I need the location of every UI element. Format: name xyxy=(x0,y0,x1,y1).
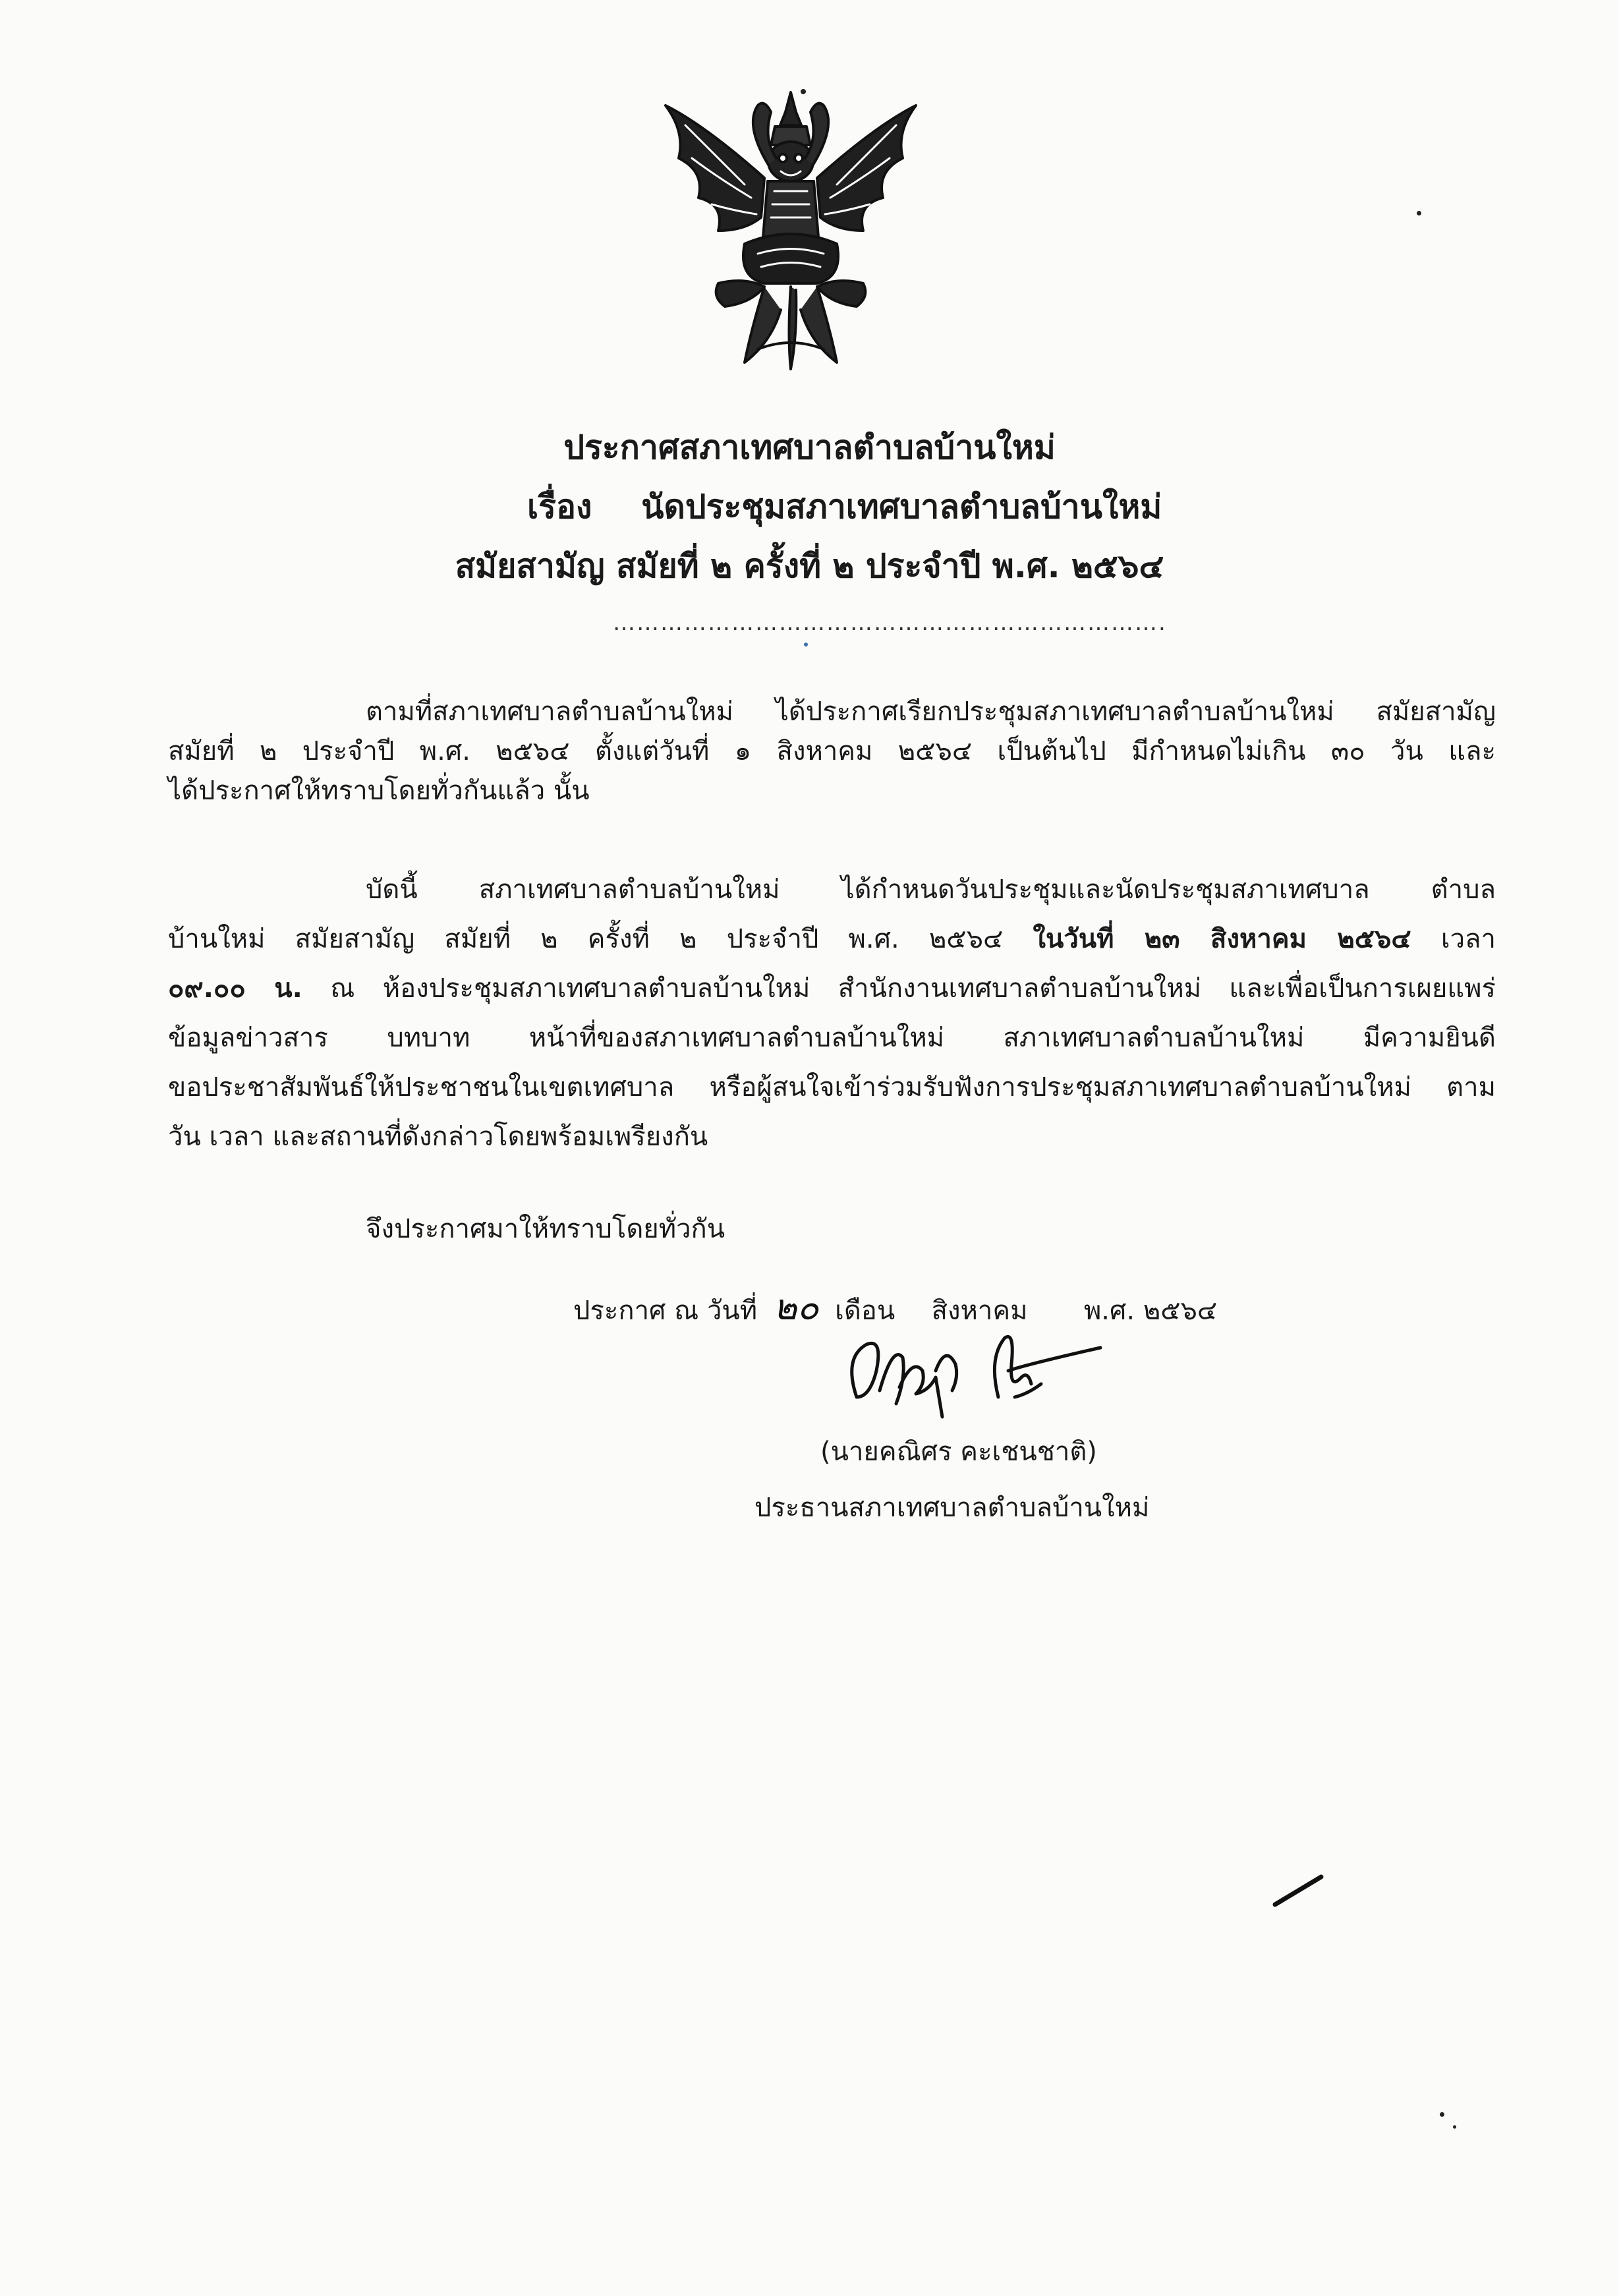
pen-mark xyxy=(1268,1872,1328,1911)
paragraph-2-line-6: วัน เวลา และสถานที่ดังกล่าวโดยพร้อมเพรียงกัน xyxy=(168,1122,708,1152)
scan-speck xyxy=(1417,211,1421,215)
subject-text: นัดประชุมสภาเทศบาลตำบลบ้านใหม่ xyxy=(641,488,1162,526)
issue-date-prefix: ประกาศ ณ วันที่ xyxy=(573,1296,758,1326)
scan-speck xyxy=(801,89,806,94)
issue-year: พ.ศ. ๒๕๖๔ xyxy=(1083,1296,1218,1326)
closing-line: จึงประกาศมาให้ทราบโดยทั่วกัน xyxy=(366,1214,725,1244)
paragraph-2-line-5: ขอประชาสัมพันธ์ให้ประชาชนในเขตเทศบาล หรือผู้สนใจเข้าร่วมรับฟังการประชุมสภาเทศบาลตำบลบ้านใหม่ ตาม xyxy=(168,1072,1496,1103)
scan-speck xyxy=(804,643,808,646)
issue-day-handwritten: ๒๐ xyxy=(773,1286,819,1328)
subject-line xyxy=(527,481,1162,533)
paragraph-2-line-4: ข้อมูลข่าวสาร บทบาท หน้าที่ของสภาเทศบาลตำบลบ้านใหม่ สภาเทศบาลตำบลบ้านใหม่ มีความยินดี xyxy=(168,1023,1496,1053)
session-line: สมัยสามัญ สมัยที่ ๒ ครั้งที่ ๒ ประจำปี พ.ศ. ๒๕๖๔ xyxy=(455,547,1164,585)
meeting-time: ๐๙.๐๐ น. xyxy=(168,973,302,1004)
subject-label: เรื่อง xyxy=(527,488,592,526)
meeting-date: ในวันที่ ๒๓ สิงหาคม ๒๕๖๔ xyxy=(1033,924,1411,954)
paragraph-2-line-1: บัดนี้ สภาเทศบาลตำบลบ้านใหม่ ได้กำหนดวันประชุมและนัดประชุมสภาเทศบาล ตำบล xyxy=(366,875,1496,905)
header-separator: ……………………………………………………………. xyxy=(613,610,1167,636)
scan-speck xyxy=(1453,2125,1456,2129)
signatory-position: ประธานสภาเทศบาลตำบลบ้านใหม่ xyxy=(754,1493,1150,1523)
handwritten-signature xyxy=(830,1318,1107,1430)
paragraph-1-line-3: ได้ประกาศให้ทราบโดยทั่วกันแล้ว นั้น xyxy=(168,776,590,806)
paragraph-1-line-2: สมัยที่ ๒ ประจำปี พ.ศ. ๒๕๖๔ ตั้งแต่วันที่ ๑ สิงหาคม ๒๕๖๔ เป็นต้นไป มีกำหนดไม่เกิน ๓๐ วัน และ xyxy=(168,736,1496,766)
issue-month-label: เดือน xyxy=(835,1296,895,1326)
paragraph-1-line-1: ตามที่สภาเทศบาลตำบลบ้านใหม่ ได้ประกาศเรียกประชุมสภาเทศบาลตำบลบ้านใหม่ สมัยสามัญ xyxy=(366,697,1496,727)
paragraph-2-line-2 xyxy=(168,919,1496,959)
scan-speck xyxy=(1440,2112,1444,2117)
time-label: เวลา xyxy=(1440,924,1496,954)
session-reference: บ้านใหม่ สมัยสามัญ สมัยที่ ๒ ครั้งที่ ๒ ประจำปี พ.ศ. ๒๕๖๔ xyxy=(168,924,1004,954)
meeting-venue: ณ ห้องประชุมสภาเทศบาลตำบลบ้านใหม่ สำนักงานเทศบาลตำบลบ้านใหม่ และเพื่อเป็นการเผยแพร่ xyxy=(330,973,1496,1004)
issue-month: สิงหาคม xyxy=(931,1296,1028,1326)
signatory-name: (นายคณิศร คะเชนชาติ) xyxy=(820,1437,1097,1467)
announcement-title: ประกาศสภาเทศบาลตำบลบ้านใหม่ xyxy=(563,428,1056,467)
garuda-emblem-icon xyxy=(646,86,936,376)
paragraph-2-line-3 xyxy=(168,969,1496,1008)
